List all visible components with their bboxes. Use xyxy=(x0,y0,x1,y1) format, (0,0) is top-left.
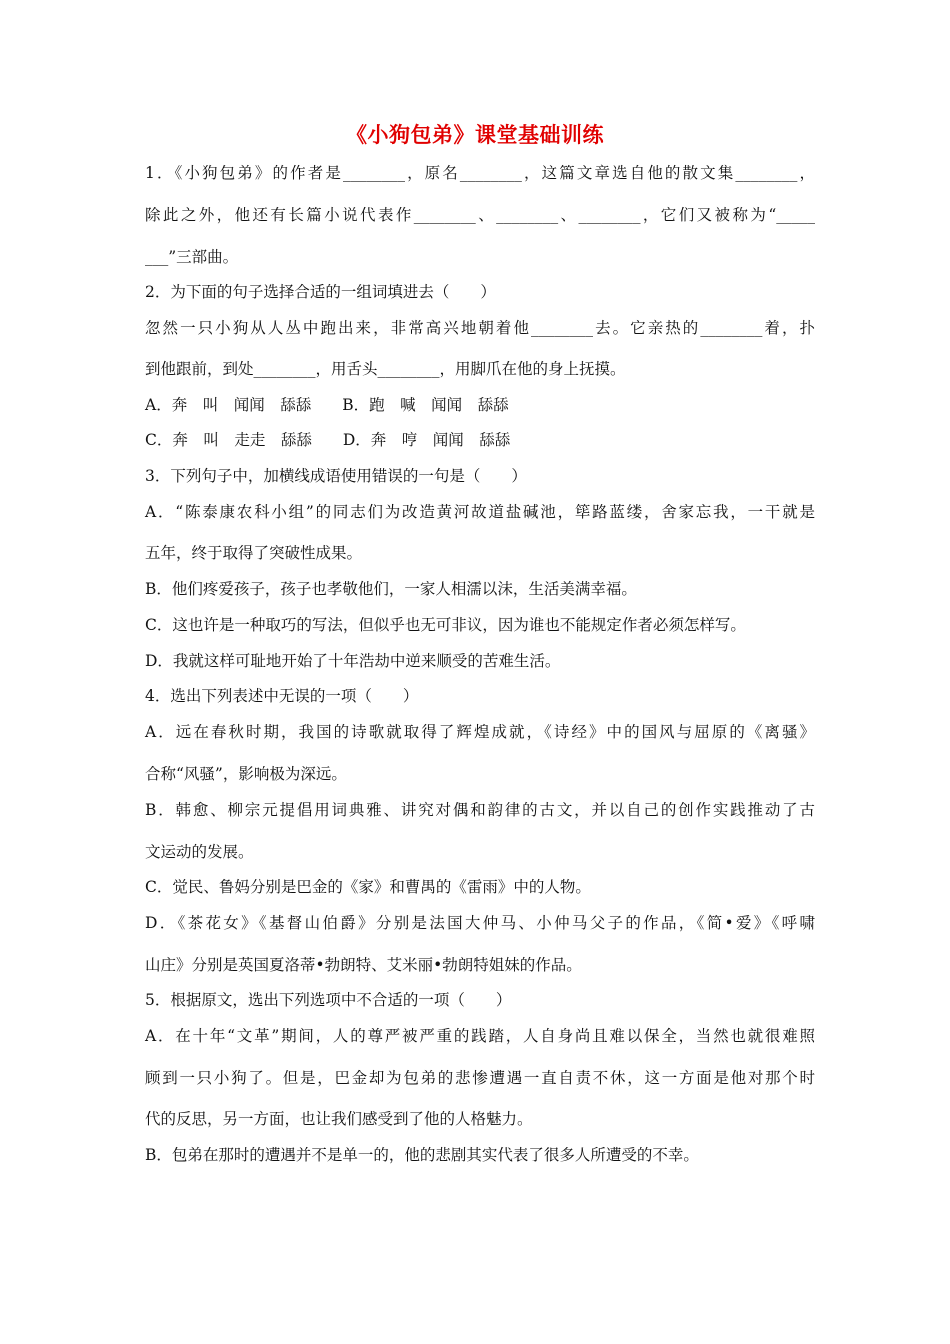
question-2-options-ab: A．奔 叫 闻闻 舔舔 B．跑 喊 闻闻 舔舔 xyxy=(145,396,509,414)
question-5-option-a-line-1: A．在十年“文革”期间，人的尊严被严重的践踏，人自身尚且难以保全，当然也就很难照 xyxy=(145,1027,815,1045)
question-2-sentence-line-1: 忽然一只小狗从人丛中跑出来，非常高兴地朝着他________去。它亲热的________着，扑 xyxy=(145,319,815,337)
question-4-option-a-line-1: A．远在春秋时期，我国的诗歌就取得了辉煌成就，《诗经》中的国风与屈原的《离骚》 xyxy=(145,723,815,741)
question-3-option-a-line-2: 五年，终于取得了突破性成果。 xyxy=(145,544,363,562)
question-3-option-d: D．我就这样可耻地开始了十年浩劫中逆来顺受的苦难生活。 xyxy=(145,652,561,670)
question-3-option-b: B．他们疼爱孩子，孩子也孝敬他们，一家人相濡以沫，生活美满幸福。 xyxy=(145,580,637,598)
question-4-option-d-line-2: 山庄》分别是英国夏洛蒂•勃朗特、艾米丽•勃朗特姐妹的作品。 xyxy=(145,956,582,974)
question-1-line-2: 除此之外，他还有长篇小说代表作________、________、________，它们又被称为“_____ xyxy=(145,206,815,224)
question-1-line-1: 1．《小狗包弟》的作者是________，原名________，这篇文章选自他的散文集________， xyxy=(145,164,815,182)
question-4-option-b-line-1: B．韩愈、柳宗元提倡用词典雅、讲究对偶和韵律的古文，并以自己的创作实践推动了古 xyxy=(145,801,815,819)
question-2-stem: 2．为下面的句子选择合适的一组词填进去（ ） xyxy=(145,283,496,301)
question-3-stem: 3．下列句子中，加横线成语使用错误的一句是（ ） xyxy=(145,467,527,485)
question-4-stem: 4．选出下列表述中无误的一项（ ） xyxy=(145,687,419,705)
question-4-option-b-line-2: 文运动的发展。 xyxy=(145,843,254,861)
question-4-option-d-line-1: D．《茶花女》《基督山伯爵》分别是法国大仲马、小仲马父子的作品，《简•爱》《呼啸 xyxy=(145,914,815,932)
page-title: 《小狗包弟》课堂基础训练 xyxy=(346,123,604,147)
question-1-line-3: ___”三部曲。 xyxy=(145,248,239,266)
question-2-options-cd: C．奔 叫 走走 舔舔 D．奔 哼 闻闻 舔舔 xyxy=(145,431,511,449)
question-3-option-a-line-1: A．“陈泰康农科小组”的同志们为改造黄河故道盐碱池，筚路蓝缕，舍家忘我，一干就是 xyxy=(145,503,815,521)
question-5-option-a-line-3: 代的反思，另一方面，也让我们感受到了他的人格魅力。 xyxy=(145,1110,533,1128)
question-4-option-c: C．觉民、鲁妈分别是巴金的《家》和曹禺的《雷雨》中的人物。 xyxy=(145,878,591,896)
question-5-option-a-line-2: 顾到一只小狗了。但是，巴金却为包弟的悲惨遭遇一直自责不休，这一方面是他对那个时 xyxy=(145,1069,815,1087)
question-5-stem: 5．根据原文，选出下列选项中不合适的一项（ ） xyxy=(145,991,512,1009)
question-3-option-c: C．这也许是一种取巧的写法，但似乎也无可非议，因为谁也不能规定作者必须怎样写。 xyxy=(145,616,746,634)
question-4-option-a-line-2: 合称“风骚”，影响极为深远。 xyxy=(145,765,347,783)
question-5-option-b: B．包弟在那时的遭遇并不是单一的，他的悲剧其实代表了很多人所遭受的不幸。 xyxy=(145,1146,699,1164)
question-2-sentence-line-2: 到他跟前，到处________，用舌头________，用脚爪在他的身上抚摸。 xyxy=(145,360,626,378)
